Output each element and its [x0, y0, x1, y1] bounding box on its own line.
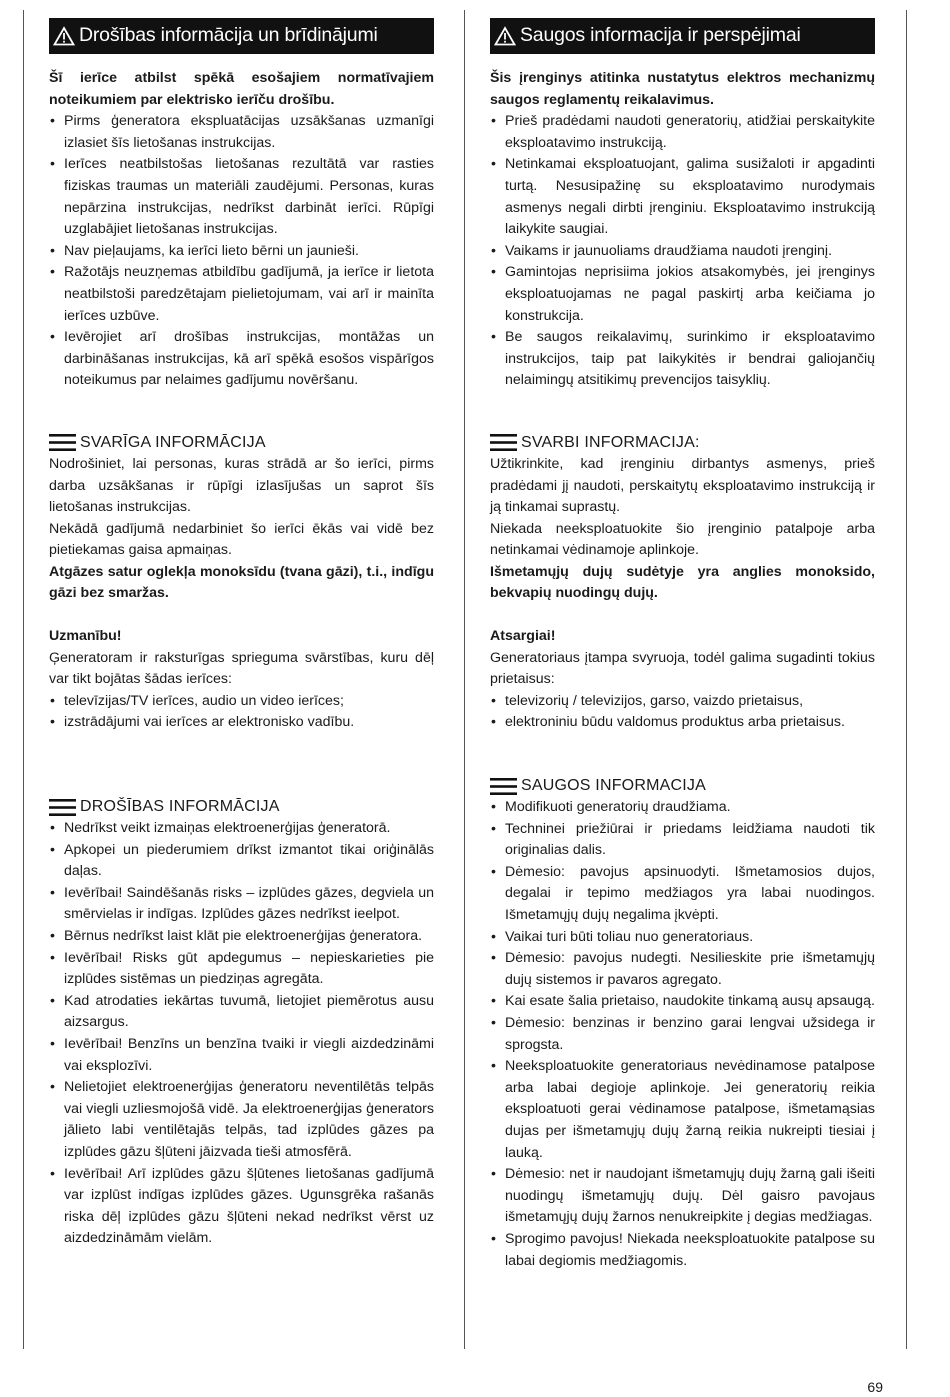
list-item: • Kai esate šalia prietaiso, naudokite tinkamą ausų apsaugą.	[490, 991, 875, 1013]
warning-triangle-icon	[53, 26, 75, 46]
right-intro-list	[490, 111, 875, 392]
list-item: • Ievērībai! Risks gūt apdegumus – nepieskarieties pie izplūdes sistēmas un piedziņas agregāta.	[49, 948, 434, 991]
column-rule-left	[23, 10, 24, 1349]
warning-triangle-icon	[494, 26, 516, 46]
list-item: • Kad atrodaties iekārtas tuvumā, lietojiet piemērotus ausu aizsargus.	[49, 991, 434, 1034]
list-item: • Be saugos reikalavimų, surinkimo ir eksploatavimo instrukcijos, taip pat laikykitės ir bendrai galiojančių nelaimingų atsitikimų prevencijos taisyklių.	[490, 327, 875, 392]
left-column	[49, 18, 434, 1250]
menu-lines-icon	[490, 434, 517, 451]
list-item: • Prieš pradėdami naudoti generatorių, atidžiai perskaitykite eksploatavimo instrukciją.	[490, 111, 875, 154]
left-important-p1: Nodrošiniet, lai personas, kuras strādā ar šo ierīci, pirms darba uzsākšanas ir rūpīgi izlasījušas un saprot šīs lietošanas instrukcijas.	[49, 455, 434, 516]
list-item: • televīzijas/TV ierīces, audio un video ierīces;	[49, 691, 434, 713]
left-attention-list	[49, 691, 434, 734]
list-item: • Ievērībai! Benzīns un benzīna tvaiki ir viegli aizdedzināmi vai eksplozīvi.	[49, 1034, 434, 1077]
list-item: • elektroniniu būdu valdomus produktus arba prietaisus.	[490, 712, 875, 734]
menu-lines-icon	[49, 434, 76, 451]
list-item: • Bērnus nedrīkst laist klāt pie elektroenerģijas ģeneratora.	[49, 926, 434, 948]
list-item: • Ievērojiet arī drošības instrukcijas, montāžas un darbināšanas instrukcijas, kā arī spēkā esošos vispārīgos noteikumus par nelaimes gadījumu novēršanu.	[49, 327, 434, 392]
list-item: • Sprogimo pavojus! Niekada neeksploatuokite patalpose su labai degiomis medžiagomis.	[490, 1229, 875, 1272]
right-safety-heading	[490, 775, 875, 797]
section-title: SVARBI INFORMACIJA:	[521, 434, 700, 452]
right-safety-list	[490, 797, 875, 1272]
list-item: • izstrādājumi vai ierīces ar elektronisko vadību.	[49, 712, 434, 734]
list-item: • Modifikuoti generatorių draudžiama.	[490, 797, 875, 819]
page-number: 69	[867, 1379, 883, 1395]
left-important-p2: Nekādā gadījumā nedarbiniet šo ierīci ēkās vai vidē bez pietiekamas gaisa apmaiņas.	[49, 520, 434, 559]
left-safety-heading	[49, 796, 434, 818]
right-attention-text: Generatoriaus įtampa svyruoja, todėl galima sugadinti tokius prietaisus:	[490, 649, 875, 688]
right-important-bold: Išmetamųjų dujų sudėtyje yra anglies monoksido, bekvapių nuodingų dujų.	[490, 563, 875, 602]
list-item: • televizorių / televizijos, garso, vaizdo prietaisus,	[490, 691, 875, 713]
right-column	[490, 18, 875, 1272]
menu-lines-icon	[49, 799, 76, 816]
right-attention-title: Atsargiai!	[490, 628, 556, 645]
section-title: SAUGOS INFORMACIJA	[521, 777, 706, 795]
list-item: • Dėmesio: pavojus apsinuodyti. Išmetamosios dujos, degalai ir tepimo medžiagos yra labai nuodingos. Išmetamųjų dujų negalima įkvėpti.	[490, 862, 875, 927]
left-intro: Šī ierīce atbilst spēkā esošajiem normatīvajiem noteikumiem par elektrisko ierīču drošību.	[49, 70, 434, 108]
list-item: • Nelietojiet elektroenerģijas ģeneratoru neventilētās telpās vai viegli uzliesmojošā vidē. Ja elektroenerģijas ģenerators jālieto labi ventilētajās telpās, tad izplūdes gāzes pa izplūdes gāzu šļūteni jāizvada tieši atmosfērā.	[49, 1077, 434, 1163]
left-safety-list	[49, 818, 434, 1250]
list-item: • Ievērībai! Saindēšanās risks – izplūdes gāzes, degviela un smērvielas ir indīgas. Izplūdes gāzes nedrīkst ieelpot.	[49, 883, 434, 926]
list-item: • Vaikams ir jaunuoliams draudžiama naudoti įrenginį.	[490, 241, 875, 263]
right-header-title: Saugos informacija ir perspėjimai	[520, 24, 801, 47]
list-item: • Ierīces neatbilstošas lietošanas rezultātā var rasties fiziskas traumas un materiāli zaudējumi. Personas, kuras nepārzina instrukcijas, nedrīkst darbināt ierīci. Rūpīgi uzglabājiet lietošanas instrukcijas.	[49, 154, 434, 240]
left-attention-text: Ģeneratoram ir raksturīgas sprieguma svārstības, kuru dēļ var tikt bojātas šādas ierīces:	[49, 649, 434, 688]
list-item: • Gamintojas neprisiima jokios atsakomybės, jei įrenginys eksploatuojamas ne pagal paskirtį arba keičiama jo konstrukcija.	[490, 262, 875, 327]
list-item: • Nav pieļaujams, ka ierīci lieto bērni un jaunieši.	[49, 241, 434, 263]
list-item: • Dėmesio: net ir naudojant išmetamųjų dujų žarną gali išeiti nuodingų išmetamųjų dujų. Dėl gaisro pavojaus išmetamųjų dujų žarnos nenukreipkite į degias medžiagas.	[490, 1164, 875, 1229]
left-important-heading	[49, 432, 434, 454]
column-rule-center	[464, 10, 465, 1349]
menu-lines-icon	[490, 778, 517, 795]
list-item: • Dėmesio: benzinas ir benzino garai lengvai užsidega ir sprogsta.	[490, 1013, 875, 1056]
column-rule-right	[906, 10, 907, 1349]
list-item: • Dėmesio: pavojus nudegti. Nesilieskite prie išmetamųjų dujų sistemos ir pavaros agregato.	[490, 948, 875, 991]
list-item: • Pirms ģeneratora ekspluatācijas uzsākšanas uzmanīgi izlasiet šīs lietošanas instrukcijas.	[49, 111, 434, 154]
left-attention-title: Uzmanību!	[49, 628, 122, 645]
list-item: • Apkopei un piederumiem drīkst izmantot tikai oriģinālās daļas.	[49, 840, 434, 883]
section-title: SVARĪGA INFORMĀCIJA	[80, 434, 266, 452]
right-important-p2: Niekada neeksploatuokite šio įrenginio patalpoje arba netinkamai vėdinamoje aplinkoje.	[490, 520, 875, 559]
list-item: • Neeksploatuokite generatoriaus nevėdinamose patalpose arba labai degioje aplinkoje. Jei generatorių reikia eksploatuoti gerai vėdinamose patalpose, išmetamąsias dujas per išmetamųjų dujų žarną reikia nukreipti tiesiai į lauką.	[490, 1056, 875, 1164]
right-intro: Šis įrenginys atitinka nustatytus elektros mechanizmų saugos reglamentų reikalavimus.	[490, 70, 875, 108]
list-item: • Techninei priežiūrai ir priedams leidžiama naudoti tik originalias dalis.	[490, 819, 875, 862]
list-item: • Vaikai turi būti toliau nuo generatoriaus.	[490, 927, 875, 949]
list-item: • Ievērībai! Arī izplūdes gāzu šļūtenes lietošanas gadījumā var izplūst indīgas izplūdes gāzes. Ugunsgrēka rašanās riska dēļ izplūdes gāzu šļūteni nekad nedrīkst vērst uz aizdedzināmām vielām.	[49, 1164, 434, 1250]
left-important-bold: Atgāzes satur oglekļa monoksīdu (tvana gāzi), t.i., indīgu gāzi bez smaržas.	[49, 563, 434, 602]
right-warning-header	[490, 18, 875, 54]
list-item: • Nedrīkst veikt izmaiņas elektroenerģijas ģeneratorā.	[49, 818, 434, 840]
left-warning-header	[49, 18, 434, 54]
right-attention-list	[490, 691, 875, 734]
section-title: DROŠĪBAS INFORMĀCIJA	[80, 798, 280, 816]
list-item: • Ražotājs neuzņemas atbildību gadījumā, ja ierīce ir lietota neatbilstoši paredzētajam pielietojumam, vai arī ir mainīta ierīces uzbūve.	[49, 262, 434, 327]
right-important-p1: Užtikrinkite, kad įrenginiu dirbantys asmenys, prieš pradėdami jį naudoti, perskaitytų eksploatavimo instrukciją ir ją tinkamai suprastų.	[490, 455, 875, 516]
right-important-heading	[490, 432, 875, 454]
left-intro-list	[49, 111, 434, 392]
list-item: • Netinkamai eksploatuojant, galima susižaloti ir apgadinti turtą. Nesusipažinę su eksploatavimo nurodymais asmenys negali dirbti įrenginiu. Eksploatavimo instrukciją laikykite saugiai.	[490, 154, 875, 240]
left-header-title: Drošības informācija un brīdinājumi	[79, 24, 378, 47]
